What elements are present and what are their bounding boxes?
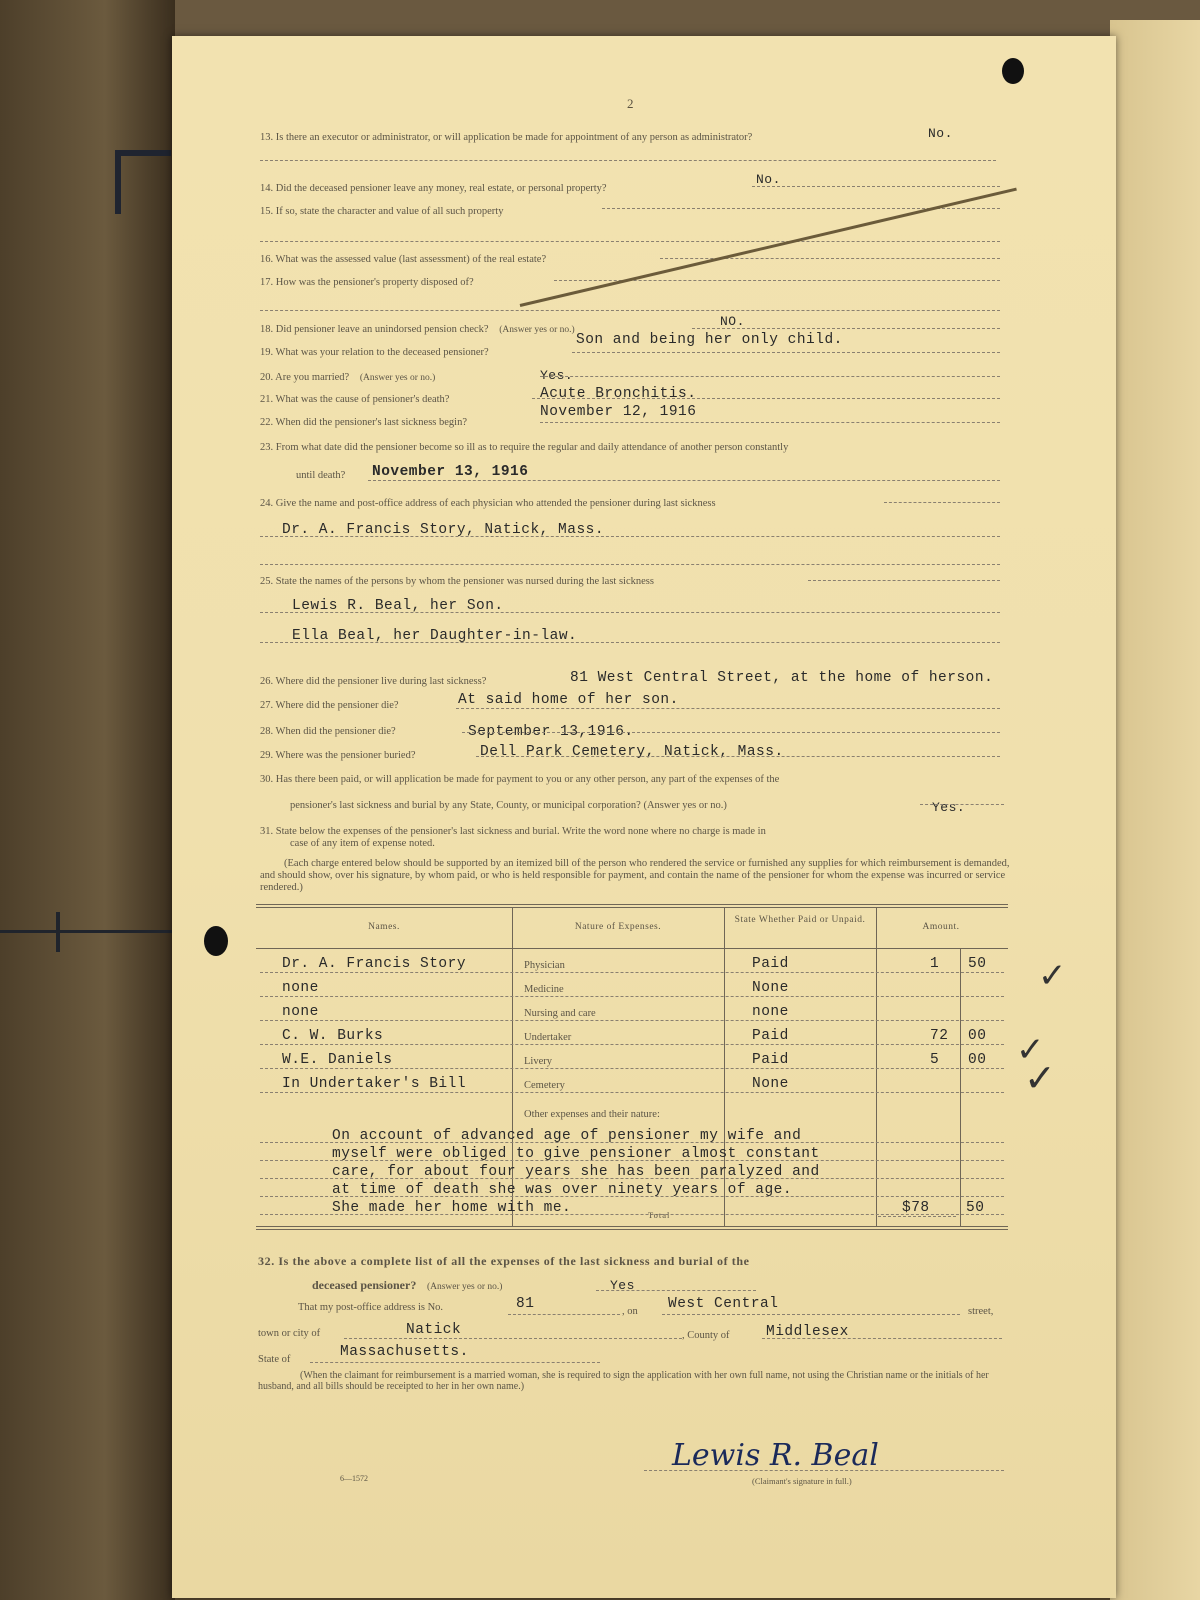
q30-line — [920, 804, 1004, 805]
q25-label: 25. State the names of the persons by whom the pensioner was nursed during the last sickness — [260, 576, 654, 587]
background-left — [0, 0, 175, 1600]
q28-answer: September 13,1916. — [468, 724, 634, 740]
col-divider-cents — [960, 948, 961, 1226]
q28-line — [462, 732, 1000, 733]
other-expenses-line: On account of advanced age of pensioner my wife and — [332, 1128, 802, 1144]
punch-hole-top — [1002, 58, 1024, 84]
q29-label: 29. Where was the pensioner buried? — [260, 750, 416, 761]
on-label: , on — [622, 1306, 638, 1317]
q13-answer: No. — [928, 126, 953, 141]
table-bottom-rule — [256, 1226, 1008, 1227]
other-expenses-line: care, for about four years she has been paralyzed and — [332, 1164, 820, 1180]
row-paid-status: None — [752, 1076, 789, 1092]
punch-hole-left — [204, 926, 228, 956]
table-header-rule — [256, 948, 1008, 949]
row-paid-status: Paid — [752, 1028, 789, 1044]
q32-answer: Yes — [610, 1278, 635, 1293]
other-expenses-rule — [260, 1196, 1004, 1197]
table-row-line — [260, 1068, 1004, 1069]
q16-label: 16. What was the assessed value (last assessment) of the real estate? — [260, 254, 547, 265]
registration-tick — [56, 912, 60, 952]
row-name: C. W. Burks — [282, 1028, 384, 1044]
row-nature: Medicine — [524, 984, 564, 995]
row-paid-status: None — [752, 980, 789, 996]
total-dollars: $78 — [902, 1200, 930, 1216]
row-paid-status: Paid — [752, 956, 789, 972]
county: Middlesex — [766, 1324, 849, 1340]
q14-answer: No. — [756, 172, 781, 187]
table-row-line — [260, 1092, 1004, 1093]
q31-label: 31. State below the expenses of the pensioner's last sickness and burial. Write the word none where no charge is made in — [260, 826, 766, 837]
row-amount-dollars: 5 — [930, 1052, 940, 1068]
row-amount-cents: 50 — [968, 956, 987, 972]
q18-row — [260, 324, 575, 335]
q21-answer: Acute Bronchitis. — [540, 386, 697, 402]
q14-line — [752, 186, 1000, 187]
signature-caption: (Claimant's signature in full.) — [752, 1476, 852, 1486]
town: Natick — [406, 1322, 462, 1338]
expense-note: (Each charge entered below should be supported by an itemized bill of the person who rendered the service or furnished any supplies for which reimbursement is demanded, and should show, over his signature, by whom paid, or who is held responsible for payment, and contain the name of the pensioner for whom the expense was incurred or service rendered.) — [260, 858, 1010, 893]
county-line — [762, 1338, 1002, 1339]
q18-answer: NO. — [720, 314, 745, 329]
row-amount-dollars: 72 — [930, 1028, 949, 1044]
other-expenses-rule — [260, 1160, 1004, 1161]
street-line — [662, 1314, 960, 1315]
street-label: street, — [968, 1306, 994, 1317]
q30-answer: Yes. — [932, 800, 966, 815]
q30-label-2: pensioner's last sickness and burial by any State, County, or municipal corporation? (Answer yes or no.) — [290, 800, 727, 811]
row-paid-status: Paid — [752, 1052, 789, 1068]
strike-through-line — [520, 188, 1017, 307]
page-number: 2 — [627, 96, 634, 111]
header-nature: Nature of Expenses. — [574, 922, 662, 932]
corner-bracket-mark — [115, 150, 171, 214]
q22-line — [540, 422, 1000, 423]
q23-line — [368, 480, 1000, 481]
po-label: That my post-office address is No. — [298, 1302, 444, 1313]
q20-line — [540, 376, 1000, 377]
q21-label: 21. What was the cause of pensioner's death? — [260, 394, 450, 405]
q28-label: 28. When did the pensioner die? — [260, 726, 396, 737]
q15-line-2 — [260, 241, 1000, 242]
q13-label: 13. Is there an executor or administrator, or will application be made for appointment of any person as administrator? — [260, 132, 753, 143]
checkmark-1: ✓ — [1038, 956, 1067, 996]
other-expenses-rule — [260, 1178, 1004, 1179]
county-label: , County of — [682, 1330, 730, 1341]
row-name: W.E. Daniels — [282, 1052, 393, 1068]
q32-label: 32. Is the above a complete list of all the expenses of the last sickness and burial of the — [258, 1254, 750, 1268]
form-page — [172, 36, 1116, 1598]
other-expenses-line: myself were obliged to give pensioner almost constant — [332, 1146, 820, 1162]
q20-hint: (Answer yes or no.) — [359, 373, 436, 383]
q18-line — [692, 328, 1000, 329]
header-names: Names. — [368, 922, 400, 932]
married-woman-note: (When the claimant for reimbursement is a married woman, she is required to sign the application with her own full name, not using the Christian name or the initials of her husband, and all bills should be receipted to her in her own name.) — [258, 1370, 989, 1392]
total-line — [878, 1216, 956, 1217]
state-line — [310, 1362, 600, 1363]
q24-answer: Dr. A. Francis Story, Natick, Mass. — [282, 522, 605, 538]
q20-label: 20. Are you married? — [260, 372, 350, 383]
row-nature: Cemetery — [524, 1080, 565, 1091]
q20-answer: Yes. — [540, 368, 574, 383]
row-name: Dr. A. Francis Story — [282, 956, 467, 972]
q25-line — [808, 580, 1000, 581]
other-expenses-line: She made her home with me. — [332, 1200, 572, 1216]
state: Massachusetts. — [340, 1344, 469, 1360]
q24-line-3 — [260, 564, 1000, 565]
registration-line — [0, 930, 175, 933]
row-name: none — [282, 1004, 319, 1020]
row-amount-cents: 00 — [968, 1028, 987, 1044]
state-label: State of — [258, 1354, 291, 1365]
q27-line — [456, 708, 1000, 709]
q32-line — [596, 1290, 756, 1291]
total-cents: 50 — [966, 1200, 985, 1216]
row-amount-cents: 00 — [968, 1052, 987, 1068]
row-nature: Nursing and care — [524, 1008, 596, 1019]
q14-label: 14. Did the deceased pensioner leave any money, real estate, or personal property? — [260, 183, 607, 194]
row-nature: Physician — [524, 960, 565, 971]
q21-line — [532, 398, 1000, 399]
q25-line-2 — [260, 612, 1000, 613]
checkmark-3: ✓ — [1024, 1056, 1056, 1100]
town-label: town or city of — [258, 1328, 321, 1339]
adjacent-page — [1110, 20, 1200, 1600]
q29-answer: Dell Park Cemetery, Natick, Mass. — [480, 744, 784, 760]
q23-answer: November 13, 1916 — [372, 464, 529, 480]
other-expenses-rule — [260, 1142, 1004, 1143]
po-number: 81 — [516, 1296, 535, 1312]
row-amount-dollars: 1 — [930, 956, 940, 972]
q23-label: 23. From what date did the pensioner become so ill as to require the regular and daily attendance of another person constantly — [260, 442, 789, 453]
q19-answer: Son and being her only child. — [576, 332, 843, 348]
q25-line-3 — [260, 642, 1000, 643]
q32-label-2: deceased pensioner? — [312, 1278, 417, 1292]
q24-line-2 — [260, 536, 1000, 537]
total-label: Total — [648, 1210, 671, 1220]
row-paid-status: none — [752, 1004, 789, 1020]
table-bottom-rule-2 — [256, 1229, 1008, 1230]
background-top — [0, 0, 1200, 38]
header-amount: Amount. — [922, 922, 960, 932]
form-number: 6—1572 — [340, 1474, 368, 1483]
q25-answer-2: Ella Beal, her Daughter-in-law. — [292, 628, 578, 644]
q17-line-2 — [260, 310, 1000, 311]
street: West Central — [668, 1296, 779, 1312]
q27-answer: At said home of her son. — [458, 692, 679, 708]
table-row-line — [260, 996, 1004, 997]
po-number-line — [508, 1314, 620, 1315]
q31-label-2: case of any item of expense noted. — [290, 838, 435, 849]
table-row-line — [260, 1020, 1004, 1021]
table-row-line — [260, 972, 1004, 973]
other-expenses-label: Other expenses and their nature: — [524, 1109, 660, 1120]
q24-line — [884, 502, 1000, 503]
q22-answer: November 12, 1916 — [540, 404, 697, 420]
row-name: In Undertaker's Bill — [282, 1076, 467, 1092]
q19-label: 19. What was your relation to the deceased pensioner? — [260, 347, 489, 358]
q13-line — [260, 160, 996, 161]
row-name: none — [282, 980, 319, 996]
q18-label: 18. Did pensioner leave an unindorsed pension check? — [260, 324, 489, 335]
other-expenses-rule — [260, 1214, 1004, 1215]
q17-label: 17. How was the pensioner's property disposed of? — [260, 277, 474, 288]
other-expenses-line: at time of death she was over ninety years of age. — [332, 1182, 793, 1198]
q25-answer-1: Lewis R. Beal, her Son. — [292, 598, 504, 614]
q19-line — [572, 352, 1000, 353]
q32-row — [312, 1278, 502, 1293]
q24-label: 24. Give the name and post-office address of each physician who attended the pensioner during last sickness — [260, 498, 716, 509]
q29-line — [476, 756, 1000, 757]
table-top-rule-2 — [256, 907, 1008, 908]
q32-hint: (Answer yes or no.) — [426, 1282, 503, 1292]
q18-hint: (Answer yes or no.) — [499, 325, 575, 335]
q26-label: 26. Where did the pensioner live during last sickness? — [260, 676, 487, 687]
q27-label: 27. Where did the pensioner die? — [260, 700, 399, 711]
header-paid: State Whether Paid or Unpaid. — [734, 915, 866, 925]
claimant-signature: Lewis R. Beal — [672, 1438, 879, 1473]
q22-label: 22. When did the pensioner's last sickness begin? — [260, 417, 467, 428]
town-line — [344, 1338, 682, 1339]
row-nature: Livery — [524, 1056, 552, 1067]
table-top-rule — [256, 904, 1008, 905]
q26-answer: 81 West Central Street, at the home of herson. — [570, 670, 994, 686]
table-row-line — [260, 1044, 1004, 1045]
checkmark-2: ✓ — [1016, 1030, 1045, 1070]
row-nature: Undertaker — [524, 1032, 572, 1043]
q23-label-2: until death? — [296, 470, 346, 481]
q20-row — [260, 372, 435, 383]
q15-label: 15. If so, state the character and value of all such property — [260, 206, 504, 217]
q30-label: 30. Has there been paid, or will application be made for payment to you or any other person, any part of the expenses of the — [260, 774, 780, 785]
